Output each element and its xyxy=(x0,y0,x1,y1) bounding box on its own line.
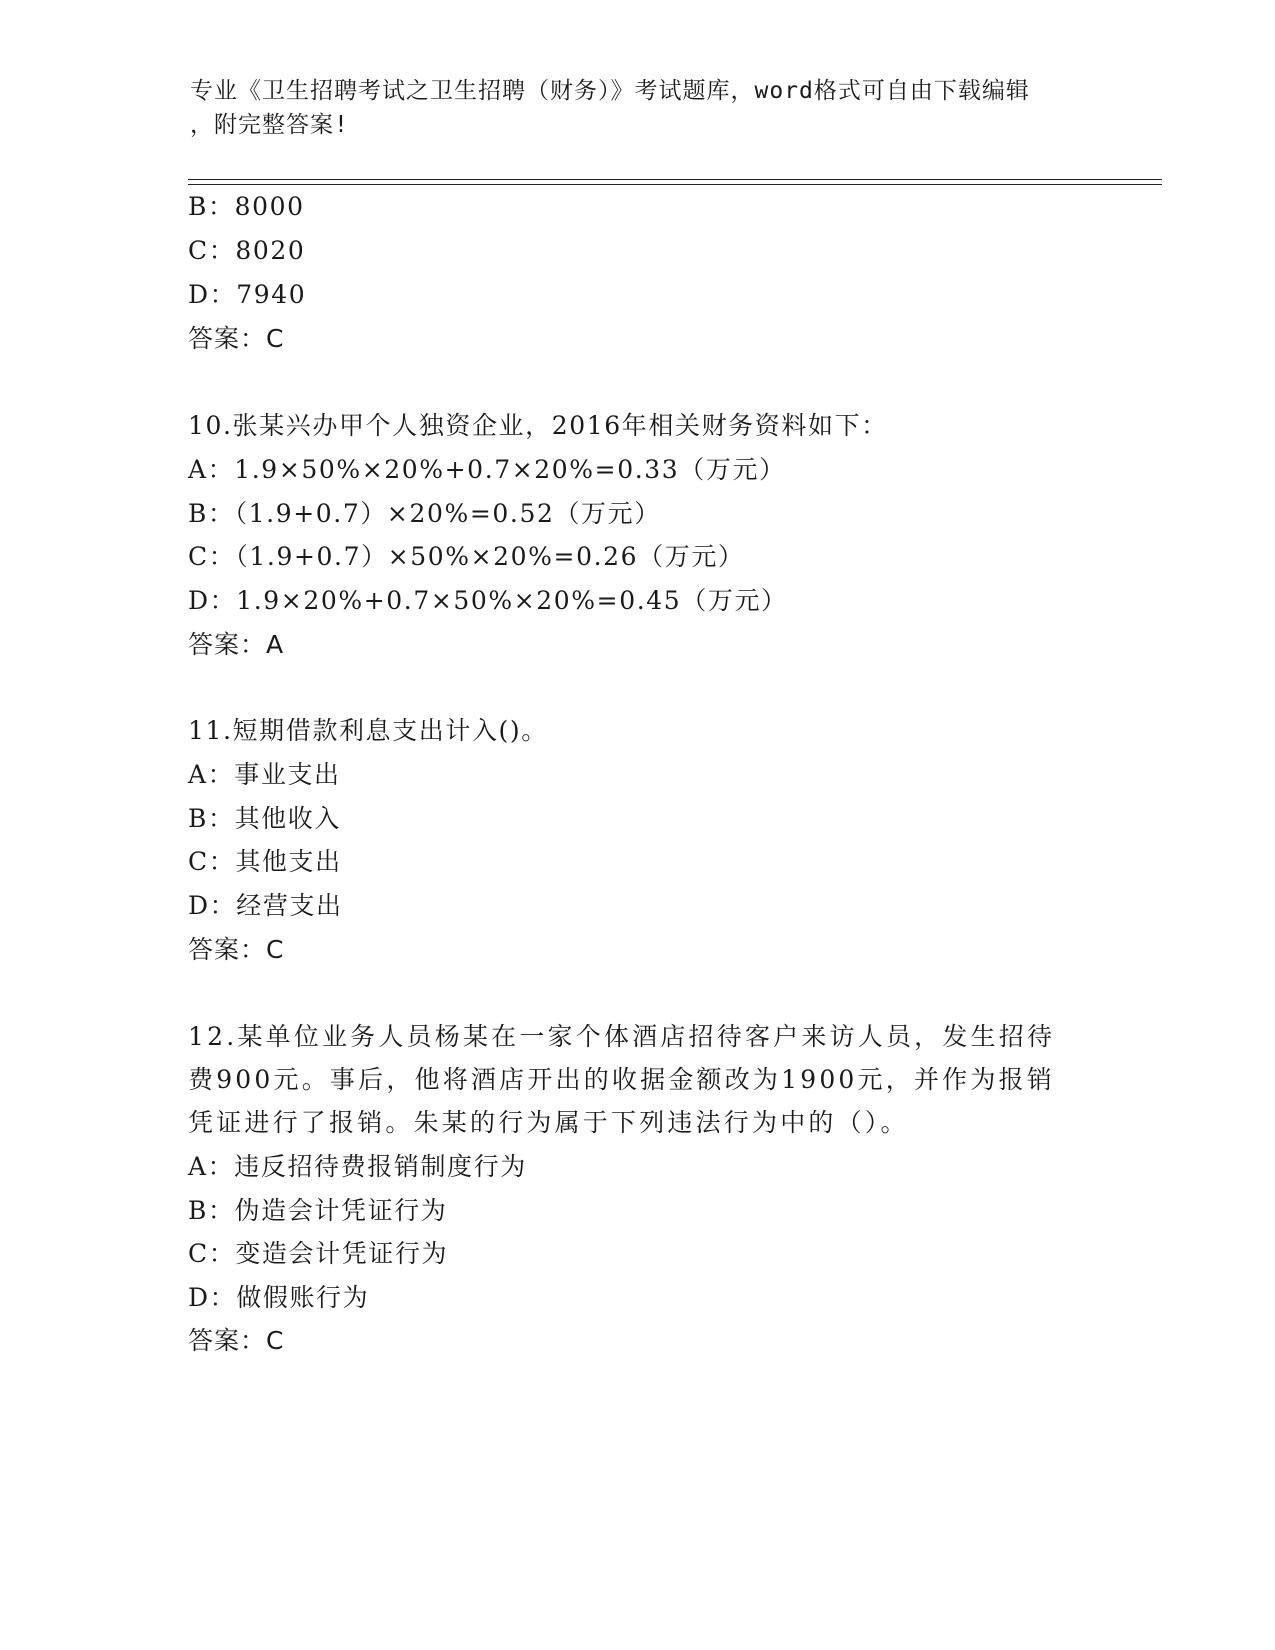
q12-stem-line1: 12.某单位业务人员杨某在一家个体酒店招待客户来访人员，发生招待 xyxy=(188,1022,1056,1051)
q10-answer: 答案：A xyxy=(188,630,285,659)
q12-option-d: D：做假账行为 xyxy=(188,1283,370,1312)
q12-option-b: B：伪造会计凭证行为 xyxy=(188,1196,448,1225)
header-title-line1: 专业《卫生招聘考试之卫生招聘（财务）》考试题库，word格式可自由下载编辑 xyxy=(190,78,1030,104)
q12-stem-line2: 费900元。事后，他将酒店开出的收据金额改为1900元，并作为报销 xyxy=(188,1065,1055,1094)
page-header xyxy=(190,74,1070,142)
q9-option-c: C：8020 xyxy=(188,236,306,265)
header-title-line2: ，附完整答案! xyxy=(190,112,349,138)
q9-option-d: D：7940 xyxy=(188,280,307,309)
q12-option-c: C：变造会计凭证行为 xyxy=(188,1239,449,1268)
q10-stem: 10.张某兴办甲个人独资企业，2016年相关财务资料如下： xyxy=(188,411,888,440)
header-rule-bottom xyxy=(188,184,1162,185)
q12-option-a: A：违反招待费报销制度行为 xyxy=(188,1152,527,1181)
q9-answer: 答案：C xyxy=(188,324,285,353)
q11-answer: 答案：C xyxy=(188,935,285,964)
q11-option-a: A：事业支出 xyxy=(188,760,341,789)
q11-option-b: B：其他收入 xyxy=(188,804,341,833)
q11-stem: 11.短期借款利息支出计入()。 xyxy=(188,716,548,745)
header-rule-top xyxy=(188,179,1162,180)
q10-option-c: C：（1.9+0.7）×50%×20%=0.26（万元） xyxy=(188,542,745,571)
q12-answer: 答案：C xyxy=(188,1326,285,1355)
q11-option-d: D：经营支出 xyxy=(188,891,343,920)
q9-option-b: B：8000 xyxy=(188,192,305,221)
q11-option-c: C：其他支出 xyxy=(188,847,342,876)
q10-option-d: D：1.9×20%+0.7×50%×20%=0.45（万元） xyxy=(188,586,788,615)
q12-stem-line3: 凭证进行了报销。朱某的行为属于下列违法行为中的（）。 xyxy=(188,1108,909,1137)
q10-option-b: B：（1.9+0.7）×20%=0.52（万元） xyxy=(188,499,661,528)
q10-option-a: A：1.9×50%×20%+0.7×20%=0.33（万元） xyxy=(188,455,786,484)
